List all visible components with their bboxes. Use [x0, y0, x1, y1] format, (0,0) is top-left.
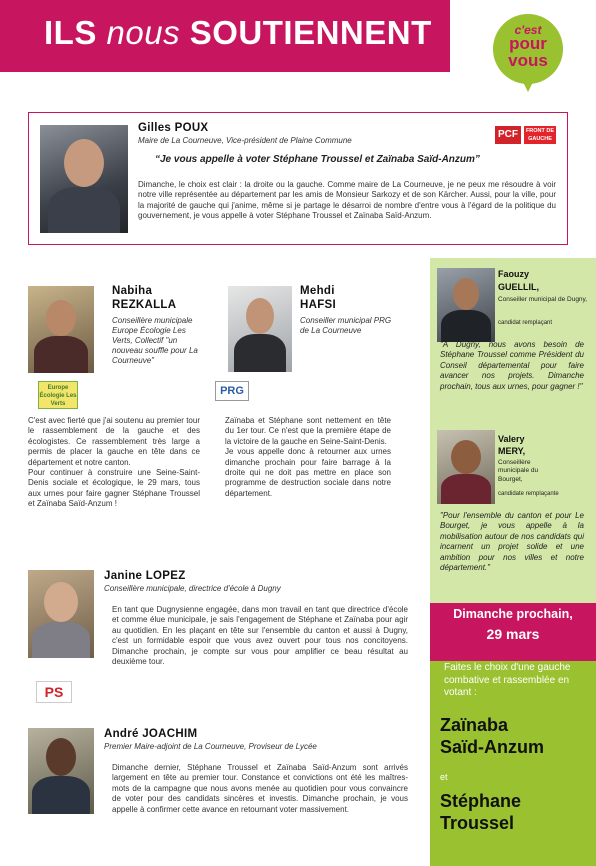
- page-title: [44, 14, 432, 52]
- mehdi-hafsi-photo: [228, 286, 292, 372]
- mehdi-hafsi-text: Zaïnaba et Stéphane sont nettement en tête du 1er tour. Ce n'est que la première étape de la victoire de la gauche en Seine-Saint-Denis. Je vous appelle donc à retourner aux urnes dimanche prochain pour faire barrage à la droite qui ne doit pas mettre en place son programme de destruction sociale dans notre département.: [225, 416, 391, 498]
- janine-lopez-name: Janine LOPEZ: [104, 570, 186, 582]
- title-part-3: SOUTIENNENT: [189, 14, 432, 51]
- candidates-conjunction: et: [440, 772, 448, 782]
- faouzy-guellil-role: Conseiller municipal de Dugny,: [498, 296, 588, 303]
- janine-lopez-text: En tant que Dugnysienne engagée, dans mon travail en tant que directrice d'école et comme élue municipale, je sais l'engagement de Stéphane et Zaïnaba pour agir au quotidien. En les plaçant en tête sur l'ensemble du canton et aussi à Dugny, c'est un formidable espoir que vous avez ouvert pour tous nos concitoyens. Dimanche prochain, je compte sur vous pour amplifier ce beau résultat au deuxième tour.: [112, 605, 408, 666]
- andre-joachim-photo: [28, 728, 94, 814]
- mehdi-hafsi-lastname: HAFSI: [300, 299, 336, 311]
- front-de-gauche-logo: FRONT DE GAUCHE: [525, 128, 555, 142]
- valery-mery-quote: "Pour l'ensemble du canton et pour Le Bourget, je vous appelle à la mobilisation autour de nos candidats qui incarnent un projet solide et une ambition pour nos villes et notre département.": [440, 511, 584, 572]
- date-line-1: Dimanche prochain,: [453, 607, 573, 621]
- nabiha-rezkalla-role: Conseillère municipale Europe Écologie Les Verts, Collectif "un nouveau souffle pour La Courneuve": [112, 316, 198, 365]
- andre-joachim-role: Premier Maire-adjoint de La Courneuve, Proviseur de Lycée: [104, 742, 317, 751]
- valery-mery-lastname: MERY,: [498, 446, 526, 456]
- date-line-2: 29 mars: [486, 625, 540, 642]
- logo-line-3: vous: [508, 50, 548, 70]
- faouzy-guellil-firstname: Faouzy: [498, 269, 530, 279]
- candidate-1-lastname: Saïd-Anzum: [440, 737, 545, 757]
- candidate-2-firstname: Stéphane: [440, 791, 522, 811]
- janine-lopez-photo: [28, 570, 94, 658]
- andre-joachim-text: Dimanche dernier, Stéphane Troussel et Zaïnaba Saïd-Anzum sont arrivés largement en tête au premier tour. Constance et convictions ont été les maîtres-mots de la campagne que nous avons menée au quotidien pour vous convaincre de voter pour des candidats sincères et investis. Dimanche prochain, je vous appelle à confirmer cette avance en retournant voter massivement.: [112, 763, 408, 814]
- faouzy-guellil-substitute: candidat remplaçant: [498, 320, 553, 326]
- europe-ecologie-logo: Europe Écologie Les Verts: [38, 381, 78, 409]
- nabiha-rezkalla-photo: [28, 286, 94, 373]
- logo-line-2: pour: [509, 34, 547, 54]
- janine-lopez-role: Conseillère municipale, directrice d'école à Dugny: [104, 584, 281, 593]
- vote-call-intro: Faites le choix d'une gauche combative et rassemblée en votant :: [444, 662, 571, 698]
- andre-joachim-name: André JOACHIM: [104, 728, 198, 740]
- faouzy-guellil-quote: "A Dugny, nous avons besoin de Stéphane Troussel comme Président du Conseil départemental pour faire avancer nos projets. Dimanche prochain, tous aux urnes, pour gagner !": [440, 340, 584, 391]
- candidate-2-lastname: Troussel: [440, 813, 515, 833]
- candidate-1-firstname: Zaïnaba: [440, 715, 509, 735]
- title-part-2: nous: [106, 14, 181, 51]
- gilles-poux-text: Dimanche, le choix est clair : la droite ou la gauche. Comme maire de La Courneuve, je ne peux me résoudre à voir notre ville représentée au département par les amis de Monsieur Sarkozy et de son Kärcher. Aussi, pour la ville, pour la majorité de gauche qui j'anime, même si je partage le désarroi de nombre d'entre vous à l'égard de la politique du gouvernement, je vous appelle à voter Stéphane Troussel et Zaïnaba Saïd-Anzum.: [138, 180, 556, 221]
- title-part-1: ILS: [44, 14, 97, 51]
- valery-mery-substitute: candidate remplaçante: [498, 491, 559, 497]
- ps-logo: PS: [36, 681, 72, 703]
- gilles-poux-role: Maire de La Courneuve, Vice-président de Plaine Commune: [138, 136, 352, 145]
- date-banner-text: [430, 605, 596, 645]
- prg-logo: PRG: [215, 381, 249, 401]
- valery-mery-role: Conseillère municipale du Bourget,: [498, 459, 539, 483]
- gilles-poux-quote: “Je vous appelle à voter Stéphane Troussel et Zaïnaba Saïd-Anzum”: [155, 154, 480, 165]
- gilles-poux-name: Gilles POUX: [138, 122, 209, 134]
- faouzy-guellil-lastname: GUELLIL,: [498, 282, 539, 292]
- logo-line-1: c'est: [514, 23, 542, 37]
- gilles-poux-photo: [40, 125, 128, 233]
- nabiha-rezkalla-text: C'est avec fierté que j'ai soutenu au premier tour le rassemblement de la gauche et des écologistes. Ce rassemblement très large a permis de placer la gauche en tête dans ce département et notre canton. Pour continuer à construire une Seine-Saint-Denis sociale et écologique, le 29 mars, tous aux urnes pour faire gagner Stéphane Troussel et Zaïnaba Saïd-Anzum !: [28, 416, 200, 509]
- nabiha-rezkalla-firstname: Nabiha: [112, 285, 153, 297]
- mehdi-hafsi-firstname: Mehdi: [300, 285, 335, 297]
- pcf-logo: PCF: [495, 126, 521, 144]
- campaign-logo-text: [499, 25, 557, 69]
- faouzy-guellil-photo: [437, 268, 495, 342]
- valery-mery-photo: [437, 430, 495, 504]
- mehdi-hafsi-role: Conseiller municipal PRG de La Courneuve: [300, 316, 392, 335]
- nabiha-rezkalla-lastname: REZKALLA: [112, 299, 177, 311]
- valery-mery-firstname: Valery: [498, 434, 525, 444]
